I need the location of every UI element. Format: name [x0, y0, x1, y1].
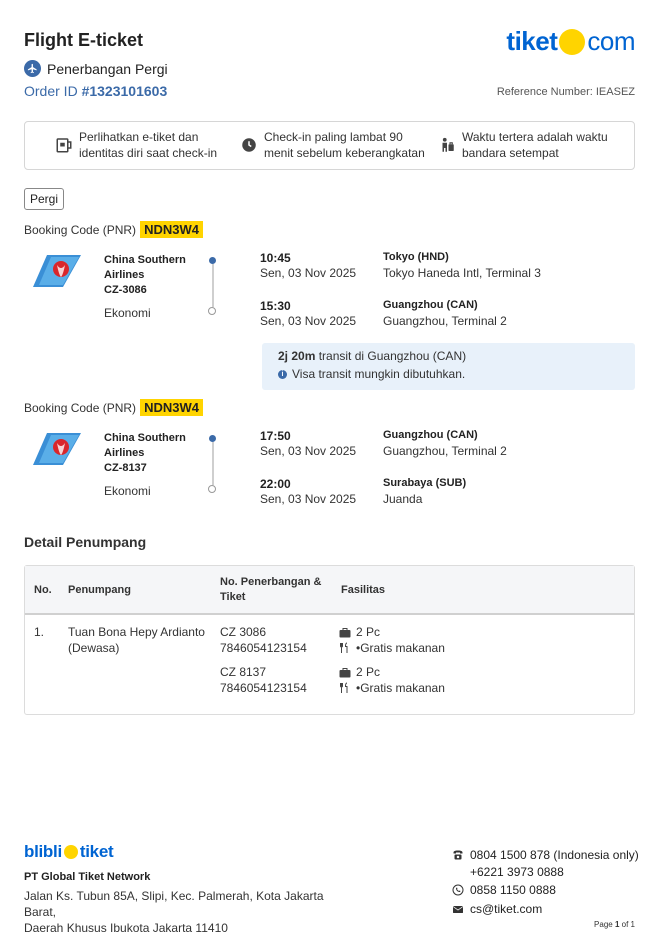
- notice-text: menit sebelum keberangkatan: [264, 146, 425, 160]
- china-southern-logo-icon: [33, 253, 83, 293]
- visa-note-text: Visa transit mungkin dibutuhkan.: [292, 367, 466, 381]
- timeline-end-dot: [208, 307, 216, 315]
- arrival-airport: Guangzhou, Terminal 2: [383, 314, 507, 328]
- notice-text: bandara setempat: [462, 146, 559, 160]
- segment-ticket: 7846054123154: [220, 681, 307, 695]
- airline-info: [104, 431, 204, 476]
- baggage-icon: [339, 627, 351, 638]
- pnr-label: Booking Code (PNR): [24, 222, 137, 237]
- contact-phone: [452, 848, 639, 862]
- flight-ticket: [220, 664, 307, 696]
- cabin-class: Ekonomi: [104, 484, 151, 498]
- order-id: [24, 83, 167, 99]
- phone-icon: [452, 849, 464, 861]
- address-line: Daerah Khusus Ibukota Jakarta 11410: [24, 921, 228, 935]
- timeline-start-dot: [209, 257, 216, 264]
- notice-item-checkin: [240, 129, 425, 161]
- arrival-time: 15:30: [260, 299, 291, 313]
- meal-icon: [339, 682, 351, 694]
- footer-logo-left: blibli: [24, 842, 62, 861]
- segment-ticket: 7846054123154: [220, 641, 307, 655]
- trip-direction-label: Penerbangan Pergi: [47, 60, 168, 77]
- header-flight-ticket: [220, 575, 321, 605]
- meal-info: •Gratis makanan: [356, 681, 445, 695]
- china-southern-logo-icon: [33, 431, 83, 471]
- logo-dot-icon: [559, 29, 585, 55]
- header-facilities: Fasilitas: [341, 584, 386, 596]
- order-id-label: Order ID: [24, 83, 78, 99]
- baggage-allowance: 2 Pc: [356, 625, 381, 639]
- row-number: 1.: [34, 625, 45, 639]
- pnr-code: NDN3W4: [140, 221, 203, 238]
- arrival-time: 22:00: [260, 477, 291, 491]
- phone-number: +6221 3973 0888: [470, 865, 564, 879]
- flight-number: CZ-3086: [104, 284, 147, 296]
- airline-name: China Southern: [104, 254, 186, 266]
- departure-date: Sen, 03 Nov 2025: [260, 266, 357, 280]
- airline-name: Airlines: [104, 447, 145, 459]
- table-header: [25, 566, 634, 615]
- departure-time: 17:50: [260, 429, 291, 443]
- traveler-icon: [438, 136, 456, 154]
- footer-logo-right: tiket: [79, 842, 114, 861]
- logo-text-left: tiket: [506, 26, 558, 56]
- email-address: cs@tiket.com: [470, 902, 543, 916]
- facilities: [339, 664, 445, 696]
- page-of: of: [621, 920, 629, 929]
- company-name: PT Global Tiket Network: [24, 871, 151, 883]
- plane-icon: [24, 60, 41, 77]
- trip-direction: [24, 60, 168, 77]
- notice-item-id: [55, 129, 217, 161]
- page-current: 1: [614, 920, 620, 929]
- notice-text: Perlihatkan e-tiket dan: [79, 130, 199, 144]
- booking-code: [24, 221, 203, 238]
- pnr-label: Booking Code (PNR): [24, 400, 137, 415]
- baggage-icon: [339, 667, 351, 678]
- company-address: [24, 888, 354, 936]
- segment-flight: CZ 3086: [220, 625, 267, 639]
- facilities: [339, 624, 445, 656]
- flight-number: CZ-8137: [104, 462, 147, 474]
- flight-ticket: [220, 624, 307, 656]
- visa-note: [278, 367, 619, 381]
- booking-code: [24, 399, 203, 416]
- departure-city: Tokyo (HND): [383, 251, 449, 263]
- departure-airport: Tokyo Haneda Intl, Terminal 3: [383, 266, 541, 280]
- airline-info: [104, 253, 204, 298]
- passenger-table: [24, 565, 635, 715]
- section-title: Detail Penumpang: [24, 534, 147, 550]
- timeline-line: [212, 442, 214, 485]
- transit-duration: [278, 349, 619, 363]
- arrival-city: Guangzhou (CAN): [383, 299, 478, 311]
- notice-text: Waktu tertera adalah waktu: [462, 130, 608, 144]
- segment-flight: CZ 8137: [220, 665, 267, 679]
- notice-text: Check-in paling lambat 90: [264, 130, 403, 144]
- departure-time: 10:45: [260, 251, 291, 265]
- arrival-airport: Juanda: [383, 492, 423, 506]
- header-text: Tiket: [220, 591, 246, 603]
- reference-label: Reference Number:: [496, 86, 593, 98]
- page-label: Page: [594, 920, 613, 929]
- notice-item-time: [438, 129, 608, 161]
- header-no: No.: [34, 584, 52, 596]
- pnr-code: NDN3W4: [140, 399, 203, 416]
- header-passenger: Penumpang: [68, 584, 131, 596]
- order-id-value: #1323101603: [81, 83, 168, 99]
- page-title: Flight E-ticket: [24, 30, 144, 50]
- whatsapp-icon: [452, 884, 464, 896]
- notice-text: identitas diri saat check-in: [79, 146, 218, 160]
- trip-tag: Pergi: [24, 188, 64, 210]
- phone-number: 0804 1500 878 (Indonesia only): [470, 848, 639, 862]
- tiket-logo: [506, 26, 635, 57]
- passenger-type: (Dewasa): [68, 641, 120, 655]
- airline-name: China Southern: [104, 432, 186, 444]
- timeline-start-dot: [209, 435, 216, 442]
- info-icon: i: [278, 370, 287, 379]
- reference-value: IEASEZ: [595, 86, 635, 98]
- whatsapp-number: 0858 1150 0888: [470, 883, 556, 897]
- contact-whatsapp: [452, 883, 556, 897]
- notice-box: [24, 121, 635, 170]
- timeline-line: [212, 264, 214, 307]
- logo-dot-icon: [64, 845, 78, 859]
- cabin-class: Ekonomi: [104, 306, 151, 320]
- id-card-icon: [55, 136, 73, 154]
- page-total: 1: [630, 920, 635, 929]
- baggage-allowance: 2 Pc: [356, 665, 381, 679]
- transit-location: transit di Guangzhou (CAN): [318, 349, 467, 363]
- passenger-name: [68, 624, 205, 656]
- page-number: [594, 920, 635, 929]
- arrival-date: Sen, 03 Nov 2025: [260, 314, 357, 328]
- contact-phone-2: [470, 865, 564, 879]
- arrival-city: Surabaya (SUB): [383, 477, 467, 489]
- departure-city: Guangzhou (CAN): [383, 429, 478, 441]
- contact-email: [452, 902, 542, 916]
- email-icon: [452, 903, 464, 915]
- arrival-date: Sen, 03 Nov 2025: [260, 492, 357, 506]
- header-text: No. Penerbangan &: [220, 576, 322, 588]
- reference-number: [497, 86, 635, 98]
- transit-duration-value: 2j 20m: [278, 349, 316, 363]
- passenger-name-text: Tuan Bona Hepy Ardianto: [68, 625, 205, 639]
- logo-text-right: com: [587, 26, 635, 56]
- address-line: Jalan Ks. Tubun 85A, Slipi, Kec. Palmerah, Kota Jakarta Barat,: [24, 889, 324, 919]
- departure-date: Sen, 03 Nov 2025: [260, 444, 357, 458]
- airline-name: Airlines: [104, 269, 145, 281]
- departure-airport: Guangzhou, Terminal 2: [383, 444, 507, 458]
- meal-icon: [339, 642, 351, 654]
- meal-info: •Gratis makanan: [356, 641, 445, 655]
- clock-icon: [240, 136, 258, 154]
- blibli-tiket-logo: [24, 842, 113, 862]
- timeline-end-dot: [208, 485, 216, 493]
- transit-info: [262, 343, 635, 390]
